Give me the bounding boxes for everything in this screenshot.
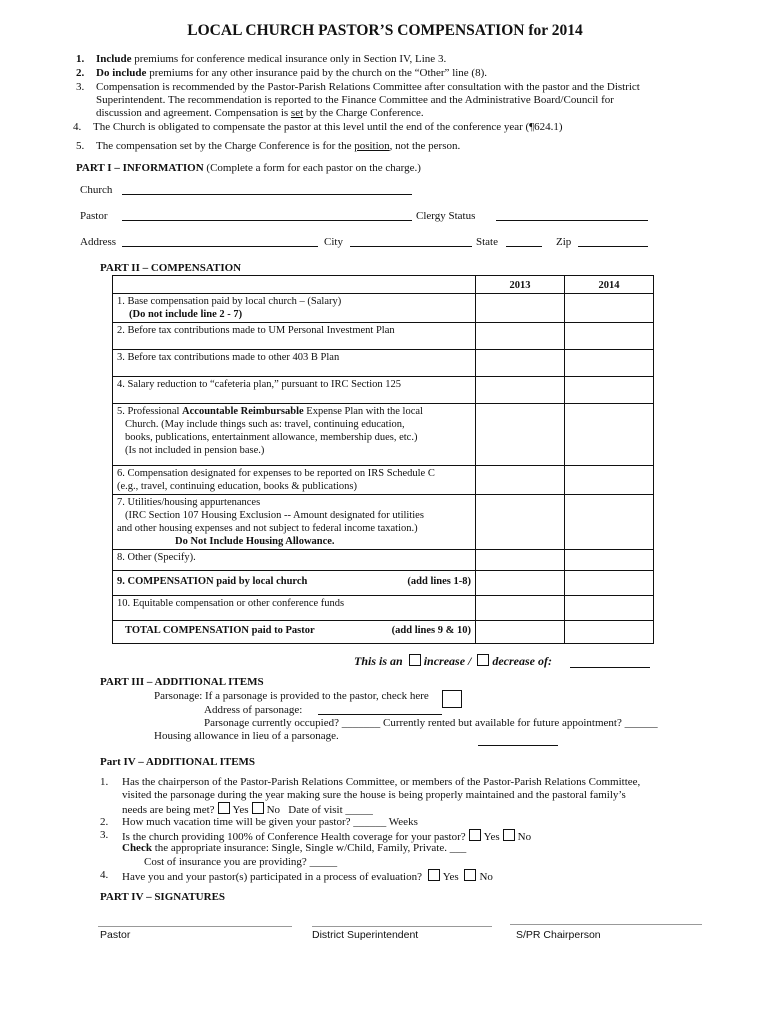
row-8-label: 8. Other (Specify). (113, 550, 476, 571)
pastor-signature-line[interactable] (98, 926, 292, 927)
instruction-3: 3. Compensation is recommended by the Pastor-Parish Relations Committee after consultation with the pastor and the District (76, 81, 640, 93)
row-4-2013[interactable] (476, 377, 565, 404)
housing-allowance-label: Housing allowance in lieu of a parsonage. (154, 730, 339, 742)
col-2014-header: 2014 (565, 276, 654, 294)
row-8-2014[interactable] (565, 550, 654, 571)
row-5-2014[interactable] (565, 404, 654, 466)
q3-yes-checkbox[interactable] (469, 829, 481, 841)
table-row (113, 596, 654, 621)
table-row (113, 495, 654, 550)
row-1-2014[interactable] (565, 294, 654, 323)
table-row (113, 621, 654, 644)
row-2-label: 2. Before tax contributions made to UM Personal Investment Plan (113, 323, 476, 350)
row-9-label: 9. COMPENSATION paid by local church (add lines 1-8) (113, 571, 476, 596)
row-7-2013[interactable] (476, 495, 565, 550)
row-7-2014[interactable] (565, 495, 654, 550)
question-2: How much vacation time will be given your pastor? ______ Weeks (122, 816, 418, 828)
row-3-2014[interactable] (565, 350, 654, 377)
question-1-num: 1. (100, 776, 109, 788)
parsonage-checkbox[interactable] (442, 690, 462, 708)
table-row (113, 323, 654, 350)
compensation-table (112, 275, 654, 644)
check-insurance: Check the appropriate insurance: Single, Single w/Child, Family, Private. ___ (122, 842, 467, 854)
question-4-num: 4. (100, 869, 109, 881)
ds-signature-line[interactable] (312, 926, 492, 927)
row-4-2014[interactable] (565, 377, 654, 404)
church-field[interactable] (122, 184, 412, 195)
parsonage-text: Parsonage: If a parsonage is provided to the pastor, check here (154, 690, 429, 702)
ds-signature-label: District Superintendent (312, 929, 419, 941)
row-9-2014[interactable] (565, 571, 654, 596)
question-3-num: 3. (100, 829, 109, 841)
row-6-label: 6. Compensation designated for expenses to be reported on IRS Schedule C (e.g., travel, continuing education, books & publications) (113, 466, 476, 495)
q1-no-checkbox[interactable] (252, 802, 264, 814)
total-2014[interactable] (565, 621, 654, 644)
instruction-3-line3: discussion and agreement. Compensation is set by the Charge Conference. (96, 107, 424, 119)
table-row (113, 294, 654, 323)
total-row-label: TOTAL COMPENSATION paid to Pastor (add lines 9 & 10) (113, 621, 476, 644)
part4-heading: Part IV – ADDITIONAL ITEMS (100, 756, 256, 768)
signatures-heading: PART IV – SIGNATURES (100, 891, 226, 903)
table-row (113, 377, 654, 404)
pastor-field[interactable] (122, 210, 412, 221)
table-row (113, 571, 654, 596)
parsonage-address-field[interactable] (318, 704, 442, 715)
q4-yes-checkbox[interactable] (428, 869, 440, 881)
question-2-num: 2. (100, 816, 109, 828)
row-7-label: 7. Utilities/housing appurtenances (IRC Section 107 Housing Exclusion -- Amount designated for utilities and other housing expenses and not subject to federal income taxation.) Do Not Include Housing Allowance. (113, 495, 476, 550)
table-row (113, 404, 654, 466)
increase-checkbox[interactable] (409, 654, 421, 666)
q4-no-checkbox[interactable] (464, 869, 476, 881)
col-2013-header: 2013 (476, 276, 565, 294)
row-9-2013[interactable] (476, 571, 565, 596)
address-label: Address (80, 236, 117, 248)
address-field[interactable] (122, 236, 318, 247)
part2-heading: PART II – COMPENSATION (100, 262, 242, 274)
row-10-label: 10. Equitable compensation or other conference funds (113, 596, 476, 621)
part1-heading: PART I – INFORMATION (Complete a form for each pastor on the charge.) (76, 162, 421, 174)
clergy-status-label: Clergy Status (416, 210, 476, 222)
row-2-2014[interactable] (565, 323, 654, 350)
question-4: Have you and your pastor(s) participated in a process of evaluation? Yes No (122, 871, 493, 883)
increase-decrease-amount-field[interactable] (570, 657, 650, 668)
row-5-label: 5. Professional Accountable Reimbursable Expense Plan with the local Church. (May include things such as: travel, continuing education, books, publications, entertainment allowance, membership dues, etc.) (Is not included in pension base.) (113, 404, 476, 466)
zip-label: Zip (556, 236, 572, 248)
state-field[interactable] (506, 236, 542, 247)
row-4-label: 4. Salary reduction to “cafeteria plan,” pursuant to IRC Section 125 (113, 377, 476, 404)
city-field[interactable] (350, 236, 472, 247)
row-6-2014[interactable] (565, 466, 654, 495)
city-label: City (324, 236, 343, 248)
housing-allowance-field[interactable] (478, 745, 558, 746)
instruction-2: 2. Do include premiums for any other insurance paid by the church on the “Other” line (8). (76, 67, 488, 79)
row-6-2013[interactable] (476, 466, 565, 495)
instruction-5: 5. The compensation set by the Charge Conference is for the position, not the person. (76, 140, 461, 152)
question-1-line1: Has the chairperson of the Pastor-Parish Relations Committee, or members of the Pastor-Parish Relations Committee, (122, 776, 641, 788)
total-2013[interactable] (476, 621, 565, 644)
state-label: State (476, 236, 498, 248)
row-3-2013[interactable] (476, 350, 565, 377)
row-1-2013[interactable] (476, 294, 565, 323)
clergy-status-field[interactable] (496, 210, 648, 221)
question-1-line3: needs are being met? Yes No Date of visit _____ (122, 804, 373, 816)
row-3-label: 3. Before tax contributions made to other 403 B Plan (113, 350, 476, 377)
church-label: Church (80, 184, 113, 196)
instruction-4: 4. The Church is obligated to compensate the pastor at this level until the end of the conference year (¶624.1) (73, 121, 563, 133)
form-title: LOCAL CHURCH PASTOR’S COMPENSATION for 2014 (187, 22, 583, 39)
table-row (113, 350, 654, 377)
zip-field[interactable] (578, 236, 648, 247)
spr-signature-label: S/PR Chairperson (516, 929, 601, 941)
question-1-line2: visited the parsonage during the year making sure the house is being properly maintained and the pastoral family’s (122, 789, 626, 801)
row-5-2013[interactable] (476, 404, 565, 466)
table-row (113, 550, 654, 571)
row-10-2014[interactable] (565, 596, 654, 621)
cost-insurance: Cost of insurance you are providing? _____ (144, 856, 338, 868)
instruction-1: 1. Include premiums for conference medical insurance only in Section IV, Line 3. (76, 53, 447, 65)
row-2-2013[interactable] (476, 323, 565, 350)
q3-no-checkbox[interactable] (503, 829, 515, 841)
instruction-3-line2: Superintendent. The recommendation is reported to the Finance Committee and the Administrative Board/Council for (96, 94, 614, 106)
desc-header-cell (113, 276, 476, 294)
question-3: Is the church providing 100% of Conference Health coverage for your pastor? Yes No (122, 831, 532, 843)
pastor-signature-label: Pastor (100, 929, 131, 941)
spr-signature-line[interactable] (510, 924, 702, 925)
parsonage-address-label: Address of parsonage: (204, 704, 303, 716)
part3-heading: PART III – ADDITIONAL ITEMS (100, 676, 264, 688)
increase-decrease-line: This is an increase / decrease of: (354, 654, 552, 668)
decrease-checkbox[interactable] (477, 654, 489, 666)
row-10-2013[interactable] (476, 596, 565, 621)
parsonage-occupied: Parsonage currently occupied? _______ Currently rented but available for future appointment? ______ (204, 717, 658, 729)
q1-yes-checkbox[interactable] (218, 802, 230, 814)
row-1-label: 1. Base compensation paid by local church – (Salary) (Do not include line 2 - 7) (113, 294, 476, 323)
table-row (113, 466, 654, 495)
row-8-2013[interactable] (476, 550, 565, 571)
pastor-label: Pastor (80, 210, 108, 222)
